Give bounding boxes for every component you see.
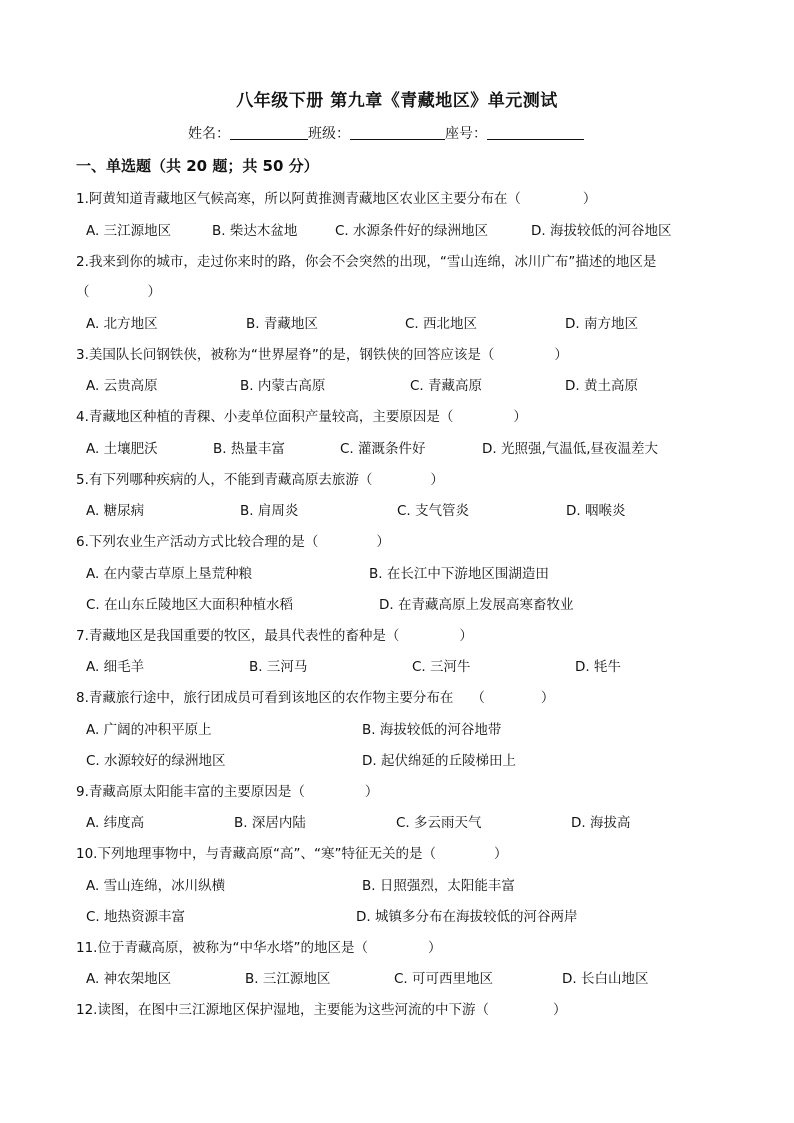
- option-a[interactable]: A. 云贵高原: [86, 378, 158, 394]
- question-stem: 2.我来到你的城市，走过你来时的路，你会不会突然的出现，“雪山连绵，冰川广布”描述的地区是: [76, 254, 657, 270]
- option-a[interactable]: A. 细毛羊: [86, 659, 145, 675]
- option-c[interactable]: C. 水源条件好的绿洲地区: [335, 223, 489, 239]
- question-close: ）: [493, 846, 508, 862]
- question-stem: 6.下列农业生产活动方式比较合理的是（: [76, 534, 319, 550]
- question-stem: 8.青藏旅行途中，旅行团成员可看到该地区的农作物主要分布在: [76, 690, 454, 706]
- option-b[interactable]: B. 柴达木盆地: [212, 223, 298, 239]
- question-close: ）: [459, 628, 473, 644]
- option-c[interactable]: C. 在山东丘陵地区大面积种植水稻: [86, 597, 294, 613]
- option-b[interactable]: B. 热量丰富: [213, 441, 285, 457]
- question-close: ）: [430, 472, 444, 488]
- option-d[interactable]: D. 海拔较低的河谷地区: [531, 223, 672, 239]
- name-blank[interactable]: [230, 125, 308, 140]
- option-d[interactable]: D. 城镇多分布在海拔较低的河谷两岸: [356, 909, 578, 925]
- question-stem: 12.读图，在图中三江源地区保护湿地，主要能为这些河流的中下游（: [76, 1002, 489, 1018]
- option-a[interactable]: A. 广阔的冲积平原上: [86, 722, 212, 738]
- option-a[interactable]: A. 土壤肥沃: [86, 441, 158, 457]
- option-b[interactable]: B. 日照强烈，太阳能丰富: [362, 878, 515, 894]
- question-6: [76, 530, 390, 550]
- page-title: 八年级下册 第九章《青藏地区》单元测试: [236, 91, 558, 111]
- question-12: [76, 998, 566, 1018]
- seat-blank[interactable]: [487, 125, 584, 140]
- option-c[interactable]: C. 三河牛: [412, 659, 471, 675]
- option-d[interactable]: D. 黄土高原: [565, 378, 638, 394]
- question-stem: 5.有下列哪种疾病的人，不能到青藏高原去旅游（: [76, 472, 373, 488]
- option-a[interactable]: A. 神农架地区: [86, 971, 172, 987]
- question-9: [76, 780, 378, 800]
- section-title: 一、单选题（共 20 题；共 50 分）: [76, 157, 319, 175]
- question-open: （: [76, 284, 90, 300]
- option-d[interactable]: D. 海拔高: [571, 815, 631, 831]
- class-blank[interactable]: [350, 125, 445, 140]
- class-label: 班级：: [308, 126, 350, 142]
- question-close: ）: [552, 1002, 567, 1018]
- question-stem: 11.位于青藏高原，被称为“中华水塔”的地区是（: [76, 940, 368, 956]
- option-d[interactable]: D. 长白山地区: [562, 971, 649, 987]
- question-close: ）: [513, 409, 527, 425]
- option-c[interactable]: C. 地热资源丰富: [86, 909, 186, 925]
- question-stem: 7.青藏地区是我国重要的牧区，最具代表性的畜种是（: [76, 628, 400, 644]
- question-10: [76, 842, 507, 862]
- option-b[interactable]: B. 青藏地区: [246, 316, 318, 332]
- question-open: （: [471, 690, 485, 706]
- option-d[interactable]: D. 咽喉炎: [566, 503, 626, 519]
- option-a[interactable]: A. 雪山连绵，冰川纵横: [86, 878, 226, 894]
- option-c[interactable]: C. 青藏高原: [410, 378, 483, 394]
- question-stem: 4.青藏地区种植的青稞、小麦单位面积产量较高，主要原因是（: [76, 409, 454, 425]
- question-1: [76, 187, 596, 207]
- question-4: [76, 405, 527, 425]
- question-stem: 10.下列地理事物中，与青藏高原“高”、“寒”特征无关的是（: [76, 846, 436, 862]
- option-d[interactable]: D. 牦牛: [575, 659, 621, 675]
- option-a[interactable]: A. 北方地区: [86, 316, 158, 332]
- option-c[interactable]: C. 水源较好的绿洲地区: [86, 753, 226, 769]
- option-a[interactable]: A. 纬度高: [86, 815, 145, 831]
- option-d[interactable]: D. 光照强,气温低,昼夜温差大: [482, 441, 659, 457]
- question-stem: 3.美国队长问钢铁侠，被称为“世界屋脊”的是，钢铁侠的回答应该是（: [76, 347, 495, 363]
- question-stem: 9.青藏高原太阳能丰富的主要原因是（: [76, 784, 305, 800]
- option-a[interactable]: A. 在内蒙古草原上垦荒种粮: [86, 566, 253, 582]
- option-b[interactable]: B. 海拔较低的河谷地带: [362, 722, 502, 738]
- student-info: [188, 123, 584, 143]
- option-b[interactable]: B. 肩周炎: [240, 503, 299, 519]
- question-close: ）: [376, 534, 390, 550]
- question-5: [76, 468, 444, 488]
- seat-label: 座号：: [445, 126, 487, 142]
- option-b[interactable]: B. 三河马: [249, 659, 308, 675]
- option-b[interactable]: B. 内蒙古高原: [240, 378, 326, 394]
- question-2-paren: [76, 280, 161, 300]
- question-11: [76, 936, 441, 956]
- option-c[interactable]: C. 支气管炎: [397, 503, 470, 519]
- question-8: [76, 686, 554, 706]
- option-d[interactable]: D. 起伏绵延的丘陵梯田上: [362, 753, 516, 769]
- question-close: ）: [554, 347, 568, 363]
- question-close: ）: [582, 191, 597, 207]
- question-7: [76, 624, 473, 644]
- option-b[interactable]: B. 在长江中下游地区围湖造田: [369, 566, 549, 582]
- question-close: ）: [364, 784, 379, 800]
- option-a[interactable]: A. 糖尿病: [86, 503, 145, 519]
- question-close: ）: [540, 690, 555, 706]
- option-b[interactable]: B. 三江源地区: [245, 971, 331, 987]
- option-d[interactable]: D. 在青藏高原上发展高寒畜牧业: [379, 597, 574, 613]
- question-close: ）: [427, 940, 442, 956]
- option-c[interactable]: C. 灌溉条件好: [340, 441, 426, 457]
- question-stem: 1.阿黄知道青藏地区气候高寒，所以阿黄推测青藏地区农业区主要分布在（: [76, 191, 521, 207]
- option-b[interactable]: B. 深居内陆: [234, 815, 306, 831]
- option-c[interactable]: C. 多云雨天气: [396, 815, 482, 831]
- option-c[interactable]: C. 可可西里地区: [394, 971, 494, 987]
- question-close: ）: [147, 284, 161, 300]
- option-c[interactable]: C. 西北地区: [405, 316, 478, 332]
- question-2: [76, 250, 656, 270]
- question-3: [76, 343, 568, 363]
- name-label: 姓名：: [188, 126, 230, 142]
- option-a[interactable]: A. 三江源地区: [86, 223, 172, 239]
- option-d[interactable]: D. 南方地区: [565, 316, 638, 332]
